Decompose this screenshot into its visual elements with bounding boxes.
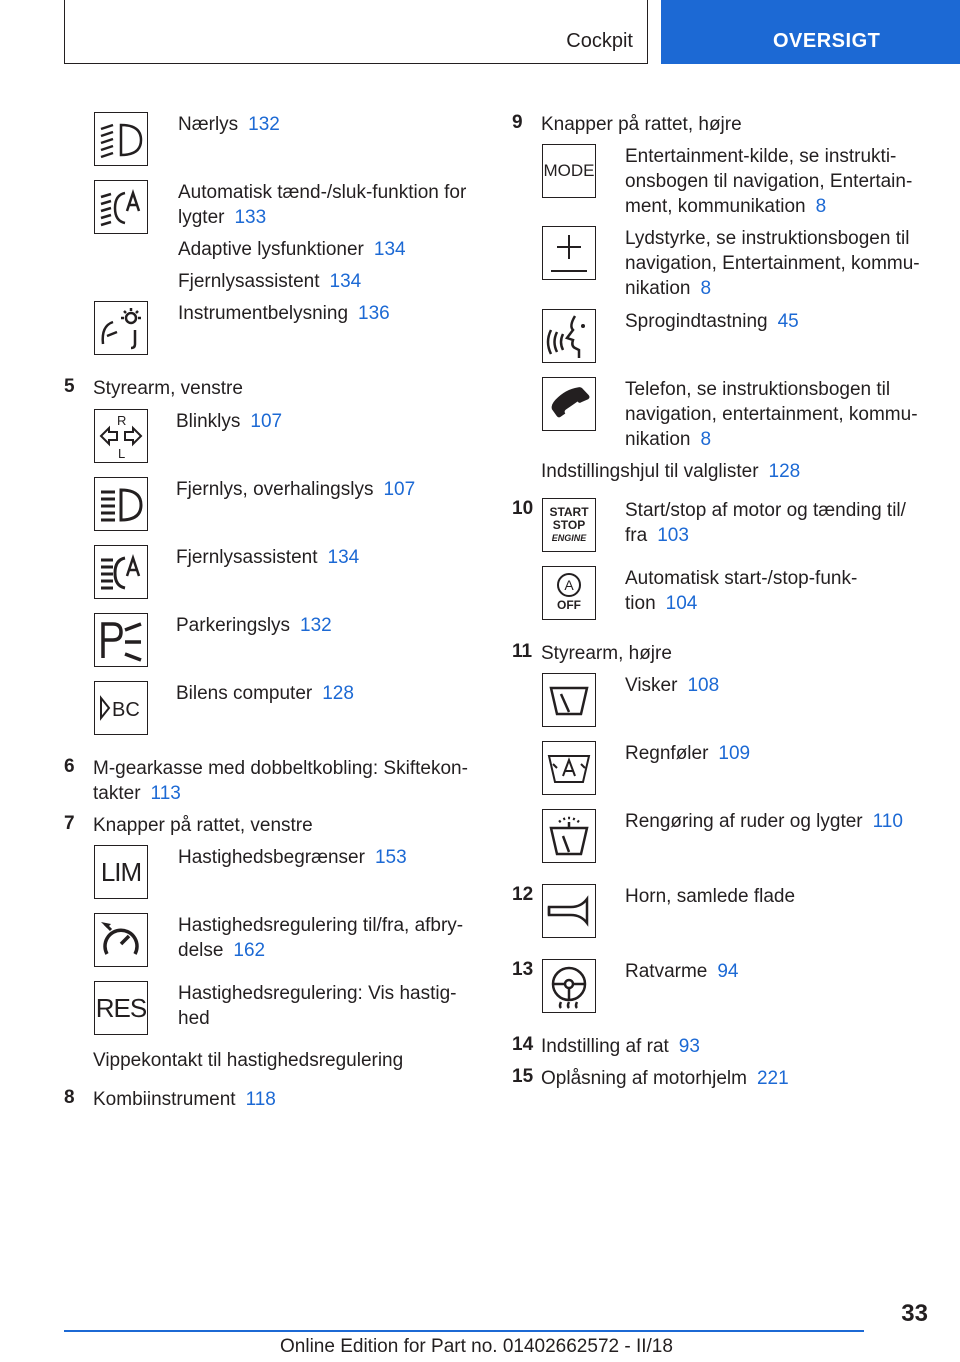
auto-light-icon (94, 180, 148, 234)
page-ref-link[interactable]: 110 (872, 811, 903, 832)
page-ref-link[interactable]: 133 (234, 207, 267, 228)
item-number-15: 15 (512, 1066, 534, 1087)
page-ref-link[interactable]: 93 (678, 1036, 700, 1057)
turn-signal-icon (94, 409, 148, 463)
item-number-12: 12 (512, 884, 534, 905)
voice-command-icon (542, 309, 596, 363)
selection-wheel-entry: Indstillingshjul til valglister 128 (541, 461, 801, 482)
item-5-title: Styrearm, venstre (93, 378, 243, 399)
page-ref-link[interactable]: 8 (700, 429, 712, 450)
item-number-7: 7 (64, 813, 75, 834)
page-ref-link[interactable]: 45 (777, 311, 799, 332)
page-ref-link[interactable]: 108 (687, 675, 720, 696)
item-6-entry: M-gearkasse med dobbeltkobling: Skiftekon- takter 113 (93, 758, 468, 804)
item-number-11: 11 (512, 641, 533, 662)
low-beam-icon (94, 112, 148, 166)
page-ref-link[interactable]: 104 (665, 593, 698, 614)
parking-light-entry: Parkeringslys 132 (176, 615, 332, 636)
page-ref-link[interactable]: 136 (358, 303, 390, 324)
cruise-control-icon (94, 913, 148, 967)
svg-text:R: R (117, 413, 127, 428)
overview-nav-button[interactable] (661, 0, 960, 64)
instrument-lighting-entry: Instrumentbelysning 136 (178, 303, 390, 324)
item-number-9: 9 (512, 112, 523, 133)
start-stop-entry: Start/stop af motor og tænding til/ fra 103 (625, 500, 906, 546)
page-ref-link[interactable]: 107 (250, 411, 283, 432)
item-11-title: Styrearm, højre (541, 643, 672, 664)
rain-sensor-icon (542, 741, 596, 795)
horn-entry: Horn, samlede flade (625, 886, 796, 907)
page-ref-link[interactable]: 132 (248, 114, 280, 135)
page-ref-link[interactable]: 153 (374, 847, 407, 868)
mode-button-icon (542, 144, 596, 198)
rocker-switch-entry: Vippekontakt til hastighedsregulering (93, 1050, 404, 1071)
high-beam-assistant-icon (94, 545, 148, 599)
item-number-6: 6 (64, 756, 75, 777)
high-beam-icon (94, 477, 148, 531)
voice-command-entry: Sprogindtastning 45 (625, 311, 799, 332)
page-ref-link[interactable]: 128 (322, 683, 354, 704)
steering-wheel-heating-icon (542, 959, 596, 1013)
page-ref-link[interactable]: 132 (300, 615, 332, 636)
auto-start-stop-off-icon: A OFF (542, 566, 596, 620)
speed-limiter-icon (94, 845, 148, 899)
page-ref-link[interactable]: 221 (756, 1068, 789, 1089)
phone-entry: Telefon, se instruktionsbogen til navigation, entertainment, kommu- nikation 8 (625, 379, 918, 450)
item-number-13: 13 (512, 959, 534, 980)
header-section-box (64, 0, 648, 64)
item-number-14: 14 (512, 1034, 534, 1055)
resume-speed-icon (94, 981, 148, 1035)
page-ref-link[interactable]: 134 (329, 271, 362, 292)
page-ref-link[interactable]: 109 (718, 743, 751, 764)
show-speed-entry: Hastighedsregulering: Vis hastig- hed (178, 983, 457, 1029)
page-ref-link[interactable]: 134 (327, 547, 360, 568)
page-ref-link[interactable]: 134 (373, 239, 406, 260)
high-beam-entry: Fjernlys, overhalingslys 107 (176, 479, 416, 500)
overview-nav-label: OVERSIGT (773, 30, 881, 52)
wiper-entry: Visker 108 (625, 675, 720, 696)
item-8-entry: Kombiinstrument 118 (93, 1089, 276, 1110)
item-number-8: 8 (64, 1087, 75, 1108)
parking-light-icon (94, 613, 148, 667)
phone-icon (542, 377, 596, 431)
header-section-title: Cockpit (566, 30, 633, 52)
washer-entry: Rengøring af ruder og lygter 110 (625, 811, 903, 832)
item-number-10: 10 (512, 498, 534, 519)
start-stop-icon: START STOP ENGINE (542, 498, 596, 552)
page-ref-link[interactable]: 8 (700, 278, 712, 299)
mode-entry: Entertainment-kilde, se instrukti- onsbogen til navigation, Entertain- ment, kommunikation 8 (625, 146, 913, 217)
washer-icon (542, 809, 596, 863)
horn-icon (542, 884, 596, 938)
steering-heating-entry: Ratvarme 94 (625, 961, 739, 982)
instrument-lighting-icon (94, 301, 148, 355)
auto-light-entry: Automatisk tænd-/sluk-funktion for lygter 133 (178, 182, 467, 228)
speed-limiter-icon-text: LIM (100, 856, 142, 887)
page-ref-link[interactable]: 94 (717, 961, 739, 982)
auto-start-stop-entry: Automatisk start-/stop-funk- tion 104 (625, 568, 858, 614)
page-ref-link[interactable]: 128 (768, 461, 801, 482)
adaptive-light-entry: Adaptive lysfunktioner 134 (178, 239, 406, 260)
wiper-icon (542, 673, 596, 727)
page-ref-link[interactable]: 103 (657, 525, 689, 546)
footer-edition: Online Edition for Part no. 01402662572 - II/18 (280, 1336, 673, 1357)
high-beam-assistant-entry-2: Fjernlysassistent 134 (176, 547, 360, 568)
cruise-control-entry: Hastighedsregulering til/fra, afbry- delse 162 (178, 915, 464, 961)
high-beam-assistant-entry: Fjernlysassistent 134 (178, 271, 362, 292)
speed-limiter-entry: Hastighedsbegrænser 153 (178, 847, 407, 868)
item-9-title: Knapper på rattet, højre (541, 114, 742, 135)
svg-text:BC: BC (112, 699, 140, 721)
page-ref-link[interactable]: 107 (383, 479, 416, 500)
item-number-5: 5 (64, 376, 75, 397)
mode-icon-text: MODE (543, 161, 595, 180)
svg-text:L: L (118, 446, 126, 460)
rain-sensor-entry: Regnføler 109 (625, 743, 751, 764)
item-15-entry: Oplåsning af motorhjelm 221 (541, 1068, 789, 1089)
page-ref-link[interactable]: 8 (815, 196, 827, 217)
item-14-entry: Indstilling af rat 93 (541, 1036, 700, 1057)
volume-icon (542, 226, 596, 280)
page-ref-link[interactable]: 162 (233, 940, 266, 961)
page-number: 33 (901, 1300, 928, 1327)
resume-speed-icon-text: RES (95, 992, 147, 1023)
board-computer-entry: Bilens computer 128 (176, 683, 354, 704)
turn-signal-entry: Blinklys 107 (176, 411, 283, 432)
low-beam-entry: Nærlys 132 (178, 114, 280, 135)
item-7-title: Knapper på rattet, venstre (93, 815, 313, 836)
page-ref-link[interactable]: 113 (150, 783, 181, 804)
volume-entry: Lydstyrke, se instruktionsbogen til navigation, Entertainment, kommu- nikation 8 (625, 228, 920, 299)
page-ref-link[interactable]: 118 (245, 1089, 276, 1110)
board-computer-icon (94, 681, 148, 735)
footer-divider (64, 1330, 864, 1332)
